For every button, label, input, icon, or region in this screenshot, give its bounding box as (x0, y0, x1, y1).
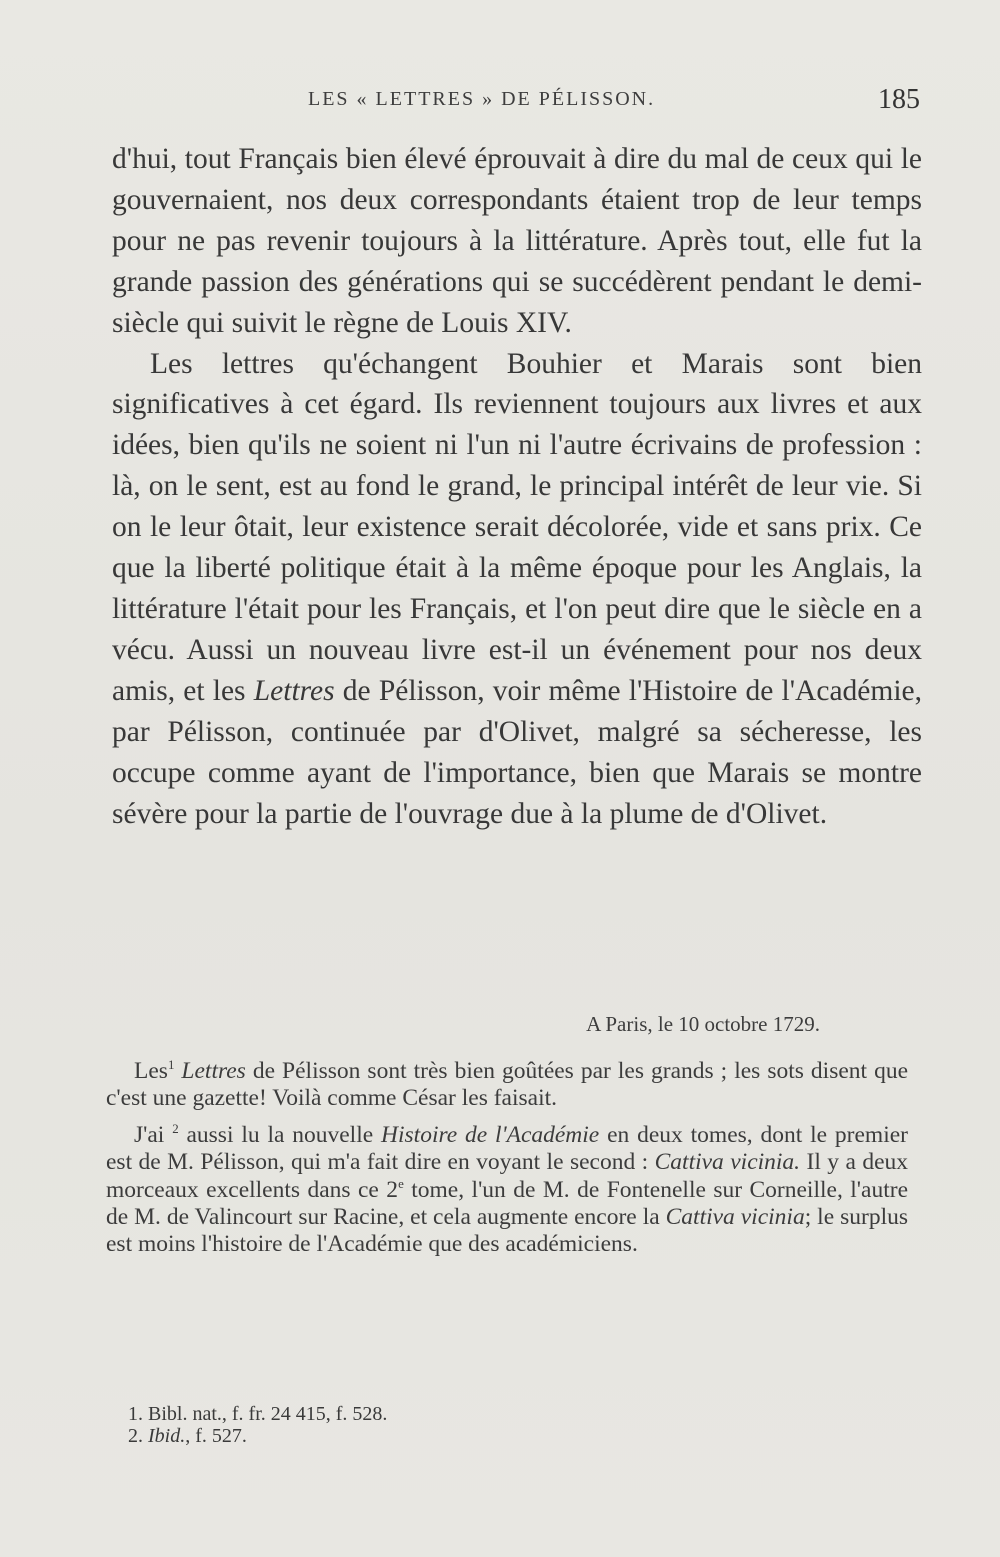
footnote-ref-1: 1 (167, 1056, 175, 1072)
footnote-1: 1. Bibl. nat., f. fr. 24 415, f. 528. (128, 1403, 388, 1425)
paragraph-1-text: d'hui, tout Français bien élevé éprouvait à dire du mal de ceux qui le gouvernaient, nos deux correspondants étaient trop de leur temps pour ne pas revenir toujours à la littérature. Après tout, elle fut la grande passion des générations qui se succédèrent pendant le demi-siècle qui suivit le règne de Louis XIV. (112, 143, 922, 339)
letter-p2-start: J'ai (134, 1121, 173, 1148)
main-text (112, 139, 922, 834)
running-title: LES « LETTRES » DE PÉLISSON. (308, 88, 656, 110)
footnote-2-number: 2. (128, 1425, 148, 1447)
footnotes (128, 1403, 728, 1447)
letter-p2-e: ; le surplus est moins l'histoire de l'Académie que des académiciens. (106, 1204, 908, 1258)
paragraph-2-italic: Lettres (253, 674, 335, 707)
letter-p2-c: Il y a deux morceaux excellents dans ce 2 (106, 1149, 909, 1203)
letter-p2-d: tome, l'un de M. de Fontenelle sur Corneille, l'autre de M. de Valincourt sur Racine, et cela augmente encore la (106, 1176, 908, 1231)
paragraph-2-text-b: de Pélisson, voir même l'Histoire de l'Académie, par Pélisson, continuée par d'Olivet, malgré sa sécheresse, les occupe comme ayant de l'importance, bien que Marais se montre sévère pour la partie de l'ouvrage due à la plume de d'Olivet. (112, 674, 922, 830)
letter-p1-start: Les (134, 1058, 168, 1084)
letter-p2-italic-3: Cattiva vicinia (665, 1204, 805, 1231)
footnote-2 (128, 1425, 728, 1447)
letter-p2-b: en deux tomes, dont le premier est de M. Pélisson, qui m'a fait dire en voyant le second : (106, 1121, 908, 1176)
quoted-letter (106, 1058, 908, 1259)
letter-dateline: A Paris, le 10 octobre 1729. (586, 1012, 820, 1036)
letter-p2-italic-2: Cattiva vicinia. (654, 1149, 801, 1176)
page-number: 185 (878, 84, 920, 115)
letter-p2-italic-1: Histoire de l'Académie (381, 1121, 600, 1148)
letter-p1-rest: de Pélisson sont très bien goûtées par les grands ; les sots disent que c'est une gazette! Voilà comme César les faisait. (106, 1058, 908, 1112)
paragraph-1 (112, 139, 922, 344)
running-head (112, 84, 920, 118)
letter-p2-superscript: e (398, 1175, 404, 1191)
letter-paragraph-2 (106, 1122, 908, 1259)
footnote-2-italic: Ibid. (148, 1425, 186, 1447)
paragraph-2-text-a: Les lettres qu'échangent Bouhier et Marais sont bien significatives à cet égard. Ils reviennent toujours aux livres et aux idées, bien qu'ils ne soient ni l'un ni l'autre écrivains de profession : là, on le sent, est au fond le grand, le principal intérêt de leur vie. Si on le leur ôtait, leur existence serait décolorée, vide et sans prix. Ce que la liberté politique était à la même époque pour les Anglais, la littérature l'était pour les Français, et l'on peut dire que le siècle en a vécu. Aussi un nouveau livre est-il un événement pour nos deux amis, et les (112, 347, 922, 707)
letter-p1-italic: Lettres (181, 1058, 246, 1084)
footnote-ref-2: 2 (172, 1120, 179, 1136)
letter-paragraph-1 (106, 1058, 908, 1113)
paragraph-2 (112, 344, 922, 835)
footnote-2-rest: , f. 527. (185, 1425, 247, 1447)
letter-p2-a: aussi lu la nouvelle (178, 1121, 382, 1148)
